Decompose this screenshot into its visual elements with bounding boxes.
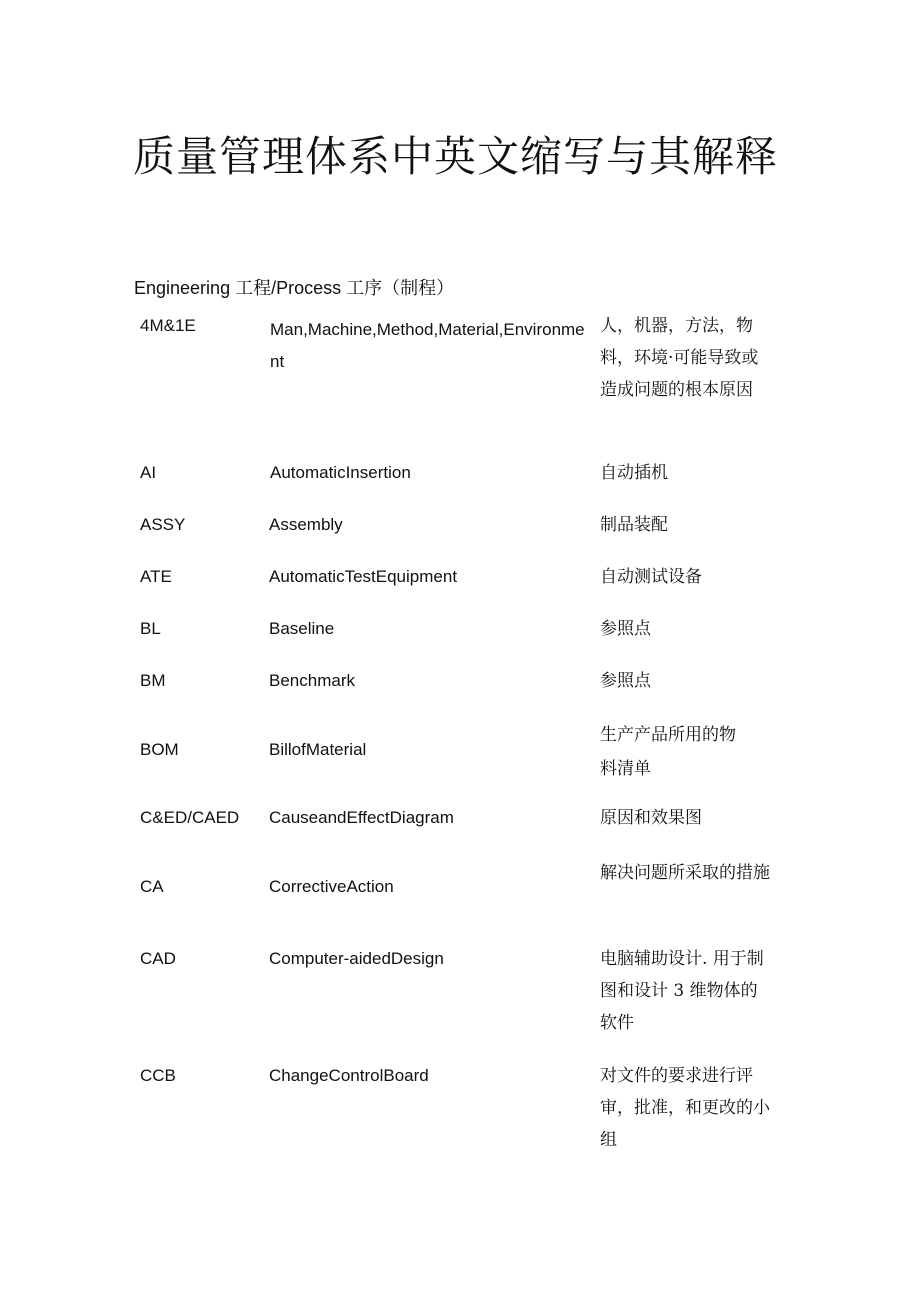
section-heading: Engineering 工程/Process 工序（制程） <box>134 278 455 298</box>
meaning-cell: 制品装配 <box>600 515 668 535</box>
full-name-cell: Baseline <box>269 619 335 638</box>
meaning-cell: 生产产品所用的物料清单 <box>600 725 736 779</box>
abbr-cell: BM <box>140 671 166 690</box>
abbr-cell: BOM <box>140 740 179 759</box>
abbr-cell: AI <box>140 463 157 482</box>
meaning-cell: 原因和效果图 <box>600 808 702 828</box>
page-title: 质量管理体系中英文缩写与其解释 <box>133 132 779 181</box>
abbr-cell: BL <box>140 619 161 638</box>
abbr-cell: ASSY <box>140 515 186 534</box>
meaning-cell: 自动测试设备 <box>600 567 702 587</box>
full-name-cell: Computer-aidedDesign <box>269 949 444 968</box>
meaning-cell: 人，机器，方法，物料，环境·可能导致或造成问题的根本原因 <box>600 316 759 400</box>
full-name-cell: AutomaticInsertion <box>270 463 411 482</box>
abbr-cell: C&ED/CAED <box>140 808 240 827</box>
full-name-cell: CorrectiveAction <box>269 877 394 896</box>
meaning-cell: 电脑辅助设计. 用于制图和设计 3 维物体的软件 <box>600 949 764 1033</box>
meaning-cell: 参照点 <box>600 619 651 639</box>
full-name-cell: ChangeControlBoard <box>269 1066 429 1085</box>
meaning-cell: 自动插机 <box>600 463 668 483</box>
abbr-cell: CCB <box>140 1066 176 1085</box>
full-name-cell: Man,Machine,Method,Material,Environment <box>270 320 585 371</box>
full-name-cell: Assembly <box>269 515 343 534</box>
meaning-cell: 对文件的要求进行评审，批准，和更改的小组 <box>600 1066 770 1150</box>
abbr-cell: 4M&1E <box>140 316 196 335</box>
meaning-cell: 参照点 <box>600 671 651 691</box>
full-name-cell: BillofMaterial <box>269 740 367 759</box>
abbr-cell: CA <box>140 877 164 896</box>
meaning-cell: 解决问题所采取的措施 <box>600 863 770 883</box>
abbr-cell: CAD <box>140 949 176 968</box>
full-name-cell: Benchmark <box>269 671 355 690</box>
abbr-cell: ATE <box>140 567 172 586</box>
full-name-cell: CauseandEffectDiagram <box>269 808 454 827</box>
full-name-cell: AutomaticTestEquipment <box>269 567 458 586</box>
